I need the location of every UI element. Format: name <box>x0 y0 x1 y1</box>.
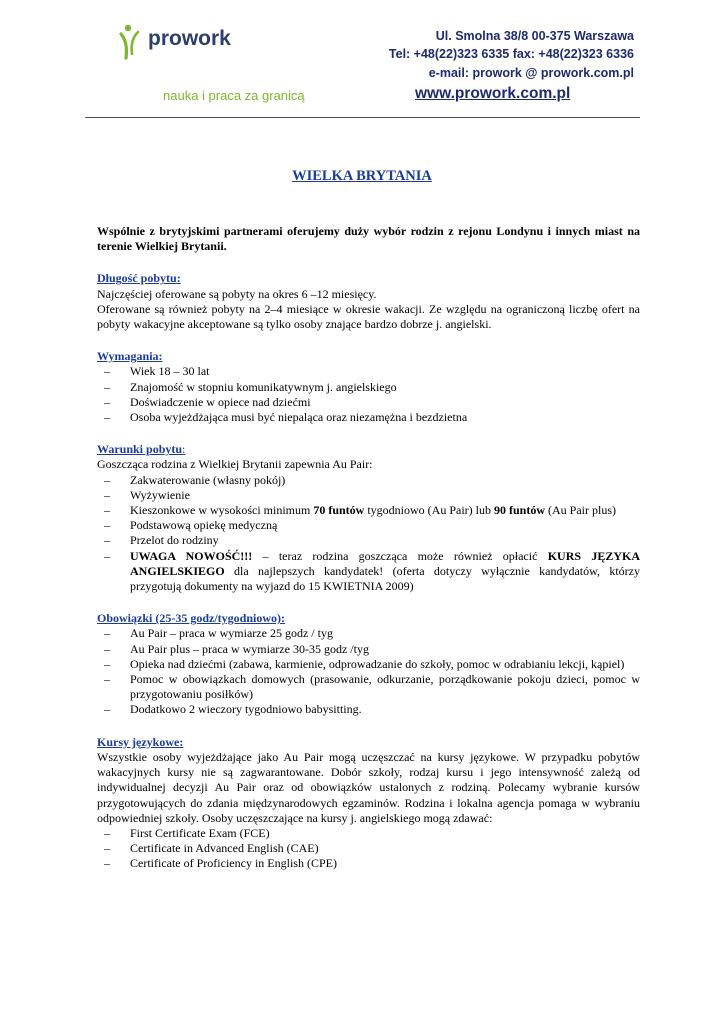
section-heading: Kursy językowe: <box>97 734 184 749</box>
header-divider <box>85 117 640 118</box>
list-item: – Podstawową opiekę medyczną <box>104 518 278 533</box>
list-item: – Doświadczenie w opiece nad dziećmi <box>104 394 311 409</box>
section-heading: Długość pobytu: <box>97 271 181 286</box>
section-duties <box>97 611 640 717</box>
section-heading: Warunki pobytu: <box>97 442 186 457</box>
page-title: WIELKA BRYTANIA <box>292 168 432 184</box>
logo-wordmark: prowork <box>148 27 231 50</box>
duties-list <box>97 626 640 717</box>
email-line: e-mail: prowork @ prowork.com.pl <box>428 66 634 80</box>
prowork-figure-icon <box>118 22 148 62</box>
paragraph: Najczęściej oferowane są pobyty na okres 6 –12 miesięcy. <box>97 286 377 301</box>
list-item: – Certificate in Advanced English (CAE) <box>104 841 319 856</box>
paragraph: Wszystkie osoby wyjeżdżające jako Au Pair mogą uczęszczać na kursy językowe. W przypadku pobytów wakacyjnych kursy nie są zagwarantowane. Dobór szkoły, rodzaj kursu i jego intensywność zależą od indywidualnej decyzji Au Pair oraz od obowiązków ustalonych z rodziną. Polecamy wybranie kursów przygotowujących do zdania międzynarodowych egzaminów. Rodzina i lokalna agencja pomaga w wybraniu odpowiedniej szkoły. Osoby uczęszczające na kursy j. angielskiego mogą zdawać: <box>97 749 640 825</box>
list-item: – Au Pair – praca w wymiarze 25 godz / tyg <box>104 626 333 641</box>
list-item: – First Certificate Exam (FCE) <box>104 825 270 840</box>
list-item: – Znajomość w stopniu komunikatywnym j. angielskiego <box>104 379 397 394</box>
requirements-list <box>97 364 640 425</box>
list-item: – Opieka nad dziećmi (zabawa, karmienie, odprowadzanie do szkoły, pomoc w odrabianiu lekcji, kąpiel) <box>104 656 625 671</box>
courses-list <box>97 826 640 872</box>
document-body <box>97 224 640 889</box>
list-item: – Pomoc w obowiązkach domowych (prasowanie, odkurzanie, porządkowanie pokoju dzieci, pomoc w przygotowaniu posiłków) <box>104 672 640 702</box>
address-line: Ul. Smolna 38/8 00-375 Warszawa <box>435 29 634 43</box>
tagline: nauka i praca za granicą <box>163 88 305 103</box>
list-item: – Przelot do rodziny <box>104 533 219 548</box>
list-item: – Wyżywienie <box>104 487 190 502</box>
conditions-list <box>97 473 640 595</box>
list-item: – Kieszonkowe w wysokości minimum 70 funtów tygodniowo (Au Pair) lub 90 funtów (Au Pair plus) <box>104 503 617 518</box>
paragraph: Oferowane są również pobyty na 2–4 miesiące w okresie wakacji. Ze względu na ograniczoną liczbę ofert na pobyty wakacyjne akceptowane są tylko osoby znające bardzo dobrze j. angielski. <box>97 301 640 332</box>
section-heading: Obowiązki (25-35 godz/tygodniowo): <box>97 611 286 626</box>
list-item: – Wiek 18 – 30 lat <box>104 364 210 379</box>
website-link[interactable]: www.prowork.com.pl <box>415 85 571 102</box>
phone-line: Tel: +48(22)323 6335 fax: +48(22)323 6336 <box>388 47 634 61</box>
paragraph: Goszcząca rodzina z Wielkiej Brytanii zapewnia Au Pair: <box>97 457 373 472</box>
list-item-news: – UWAGA NOWOŚĆ!!! – teraz rodzina goszcząca może również opłacić KURS JĘZYKA ANGIELSKIEGO dla najlepszych kandydatek! (oferta dotyczy wyłącznie kandydatów, którzy przygotują dokumenty na wyjazd do 15 KWIETNIA 2009) <box>104 548 640 594</box>
section-conditions <box>97 442 640 594</box>
section-courses <box>97 735 640 872</box>
section-requirements <box>97 349 640 425</box>
section-duration <box>97 271 640 332</box>
letterhead <box>0 0 724 120</box>
prowork-logo <box>118 22 248 72</box>
intro-paragraph: Wspólnie z brytyjskimi partnerami oferujemy duży wybór rodzin z rejonu Londynu i innych miast na terenie Wielkiej Brytanii. <box>97 224 640 254</box>
list-item: – Dodatkowo 2 wieczory tygodniowo babysitting. <box>104 702 362 717</box>
section-heading: Wymagania: <box>97 349 163 364</box>
list-item: – Zakwaterowanie (własny pokój) <box>104 472 286 487</box>
list-item: – Au Pair plus – praca w wymiarze 30-35 godz /tyg <box>104 641 369 656</box>
list-item: – Osoba wyjeżdżająca musi być niepaląca oraz niezamężna i bezdzietna <box>104 410 468 425</box>
list-item: – Certificate of Proficiency in English (CPE) <box>104 856 337 871</box>
